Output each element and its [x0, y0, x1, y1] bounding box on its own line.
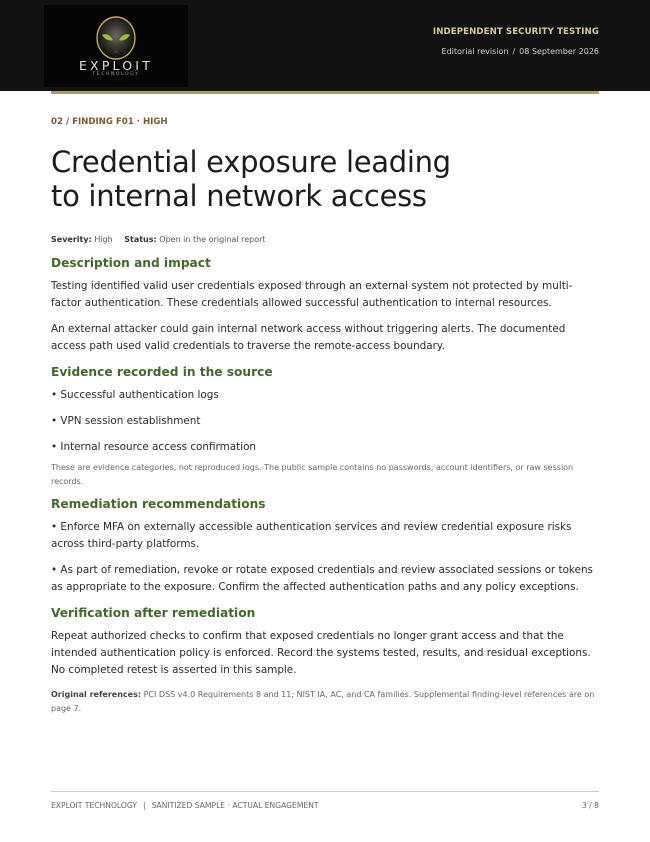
header-divider: [51, 91, 599, 94]
references-text: PCI DSS v4.0 Requirements 8 and 11; NIST IA, AC, and CA families. Supplemental finding-level references are on page 7.: [51, 690, 595, 713]
header-title: INDEPENDENT SECURITY TESTING: [432, 27, 599, 37]
finding-content: [51, 117, 599, 715]
page-footer: [51, 791, 599, 810]
evidence-heading: Evidence recorded in the source: [51, 365, 273, 379]
finding-kicker: 02 / FINDING F01 · HIGH: [51, 117, 168, 127]
page-number: 3 / 8: [581, 801, 599, 810]
logo-subtitle: TECHNOLOGY: [92, 72, 140, 77]
evidence-note: These are evidence categories, not reproduced logs. The public sample contains no passwords, account identifiers, or raw session records.: [51, 463, 574, 486]
status-label: Status:: [124, 235, 157, 244]
original-references: [51, 688, 599, 715]
logo-wordmark: EXPLOIT: [78, 58, 154, 73]
footer-company: EXPLOIT TECHNOLOGY: [51, 801, 137, 810]
evidence-item: • VPN session establishment: [51, 415, 201, 427]
footer-sample: SANITIZED SAMPLE · ACTUAL ENGAGEMENT: [151, 801, 319, 810]
title-line-1: Credential exposure leading: [51, 145, 451, 179]
remediation-item: • Enforce MFA on externally accessible authentication services and review credential exposure risks across third-party platforms.: [51, 521, 572, 550]
revision-label: Editorial revision: [441, 47, 509, 56]
description-heading: Description and impact: [51, 256, 211, 270]
evidence-item: • Successful authentication logs: [51, 389, 219, 401]
description-paragraph-2: An external attacker could gain internal network access without triggering alerts. The documented access path used valid credentials to traverse the remote-access boundary.: [51, 323, 566, 352]
verification-paragraph: Repeat authorized checks to confirm that exposed credentials no longer grant access and that the intended authentication policy is enforced. Record the systems tested, results, and residual exceptions. No completed retest is asserted in this sample.: [51, 630, 591, 676]
remediation-heading: Remediation recommendations: [51, 497, 266, 511]
finding-title: [51, 145, 599, 213]
footer-left: EXPLOIT TECHNOLOGY | SANITIZED SAMPLE · ACTUAL ENGAGEMENT: [51, 801, 319, 810]
severity-label: Severity:: [51, 235, 92, 244]
references-label: Original references:: [51, 690, 142, 699]
header-meta: [433, 27, 599, 56]
title-line-2: to internal network access: [51, 179, 427, 213]
remediation-item: • As part of remediation, revoke or rotate exposed credentials and review associated sessions or tokens as appropriate to the exposure. Confirm the affected authentication paths and any policy exceptions.: [51, 564, 593, 593]
status-value: Open in the original report: [159, 235, 266, 244]
page-header: [0, 0, 650, 91]
verification-heading: Verification after remediation: [51, 606, 256, 620]
evidence-item: • Internal resource access confirmation: [51, 441, 257, 453]
revision-date: 08 September 2026: [519, 47, 599, 56]
finding-meta: [51, 235, 599, 244]
revision-line: Editorial revision / 08 September 2026: [441, 47, 599, 56]
description-paragraph-1: Testing identified valid user credentials exposed through an external system not protected by multi-factor authentication. These credentials allowed successful authentication to internal resources.: [51, 280, 573, 309]
exploit-logo: [44, 5, 188, 87]
severity-value: High: [94, 235, 113, 244]
